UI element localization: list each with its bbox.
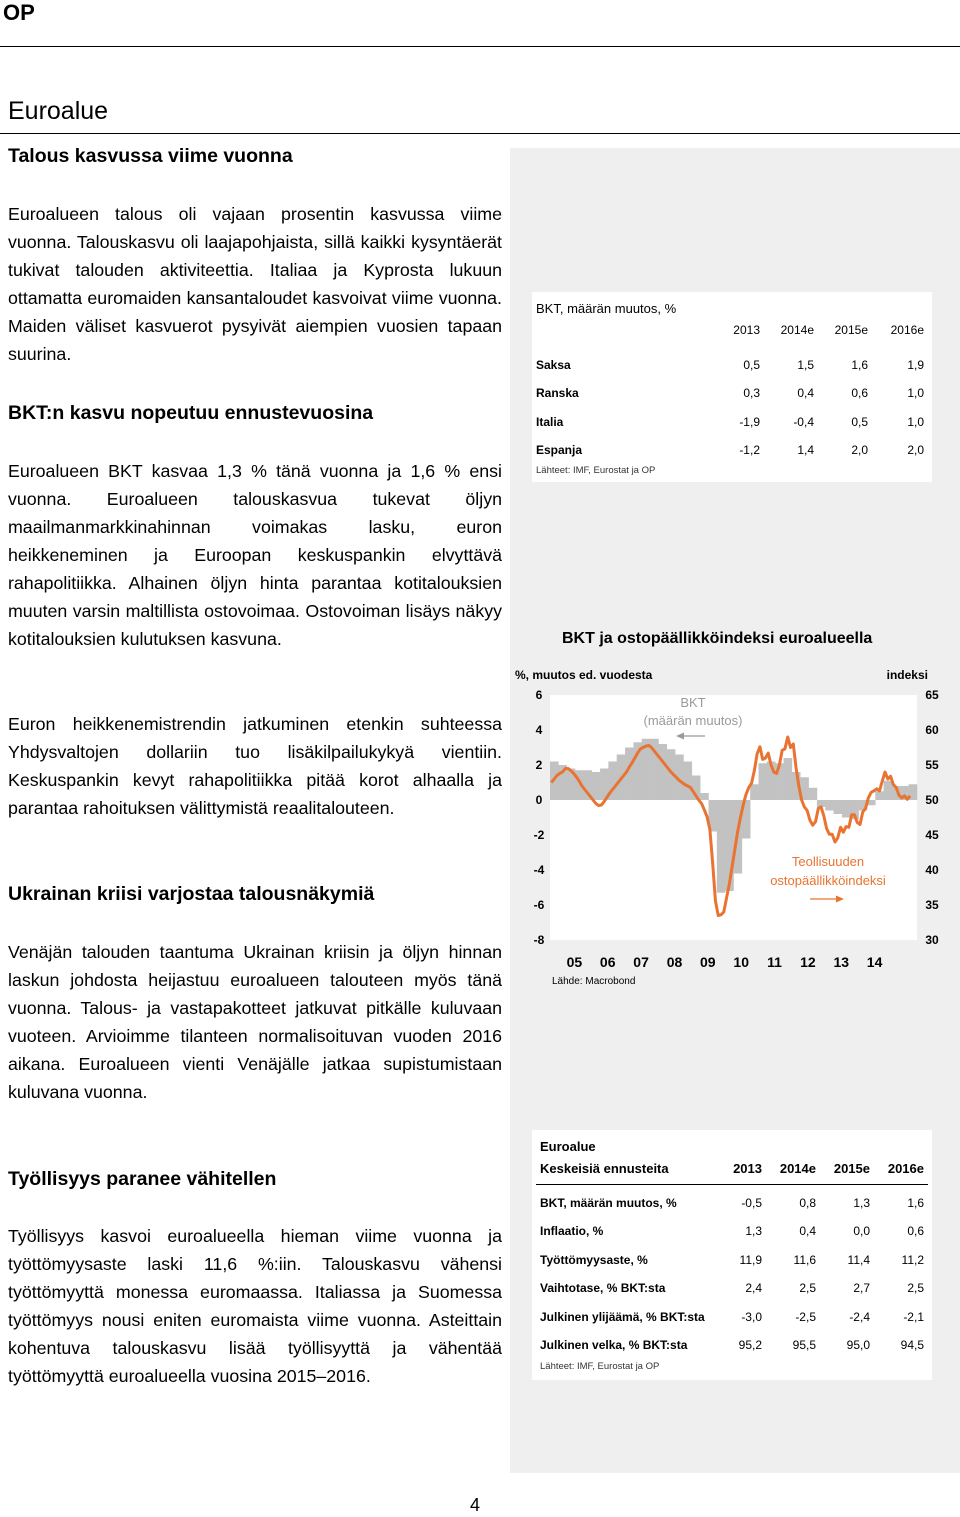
gdp-bar bbox=[842, 800, 851, 818]
forecast-row-value: 0,4 bbox=[799, 1224, 816, 1238]
gdp-bar bbox=[717, 800, 726, 893]
forecast-row-label: Julkinen velka, % BKT:sta bbox=[540, 1338, 688, 1352]
forecast-header-rule bbox=[536, 1184, 928, 1185]
heading-ukraine: Ukrainan kriisi varjostaa talousnäkymiä bbox=[8, 883, 375, 905]
left-axis-tick: -6 bbox=[533, 898, 545, 912]
gdp-bar bbox=[700, 793, 709, 800]
forecast-row-value: 2,4 bbox=[745, 1281, 762, 1295]
chart-right-axis-title: indeksi bbox=[886, 668, 928, 682]
left-axis-tick: -2 bbox=[533, 828, 545, 842]
gdp-table-col-2013: 2013 bbox=[733, 323, 760, 337]
right-axis-tick: 35 bbox=[925, 898, 939, 912]
forecast-col-2016e: 2016e bbox=[887, 1161, 924, 1176]
gdp-bar bbox=[784, 758, 793, 800]
gdp-table-title: BKT, määrän muutos, % bbox=[536, 301, 677, 316]
forecast-col-2013: 2013 bbox=[733, 1161, 762, 1176]
right-axis-tick: 30 bbox=[925, 933, 939, 947]
forecast-row-label: Julkinen ylijäämä, % BKT:sta bbox=[540, 1310, 705, 1324]
forecast-row-value: -0,5 bbox=[741, 1196, 762, 1210]
gdp-row-label: Italia bbox=[536, 415, 564, 429]
gdp-bar bbox=[759, 763, 768, 800]
right-axis-tick: 65 bbox=[925, 688, 939, 702]
forecast-table bbox=[532, 1130, 932, 1380]
heading-gdp-forecast: BKT:n kasvu nopeutuu ennustevuosina bbox=[8, 402, 374, 424]
paragraph-gdp-forecast-2: Euron heikkenemistrendin jatkuminen etenkin suhteessa Yhdysvaltojen dollariin tuo lisäkilpailukykyä vientiin. Keskuspankin kevyt rahapolitiikka pitää korot alhaalla ja parantaa rahoituksen välittymistä reaalitalouteen. bbox=[8, 714, 502, 818]
gdp-row-value: 0,5 bbox=[851, 415, 868, 429]
left-axis-tick: 0 bbox=[535, 793, 543, 807]
gdp-table bbox=[532, 292, 932, 482]
gdp-bar bbox=[683, 762, 692, 801]
gdp-bar bbox=[658, 744, 667, 800]
gdp-row-label: Espanja bbox=[536, 443, 583, 457]
gdp-table-col-2016e: 2016e bbox=[890, 323, 924, 337]
gdp-row-value: 0,5 bbox=[743, 358, 760, 372]
paragraph-employment: Työllisyys kasvoi euroalueella hieman viime vuonna ja työttömyysaste laski 11,6 %:iin. Talouskasvu vähensi työttömyyttä monessa euromaassa. Italiassa ja Suomessa työttömyys nousi eniten euromaista viime vuonna. Asteittain kohentuva talouskasvu lisää työllisyyttä ja vähentää työttömyyttä euroalueella vuosina 2015–2016. bbox=[8, 1226, 502, 1386]
gdp-row-label: Saksa bbox=[536, 358, 571, 372]
forecast-table-source: Lähteet: IMF, Eurostat ja OP bbox=[540, 1361, 660, 1372]
brand-logo: OP bbox=[3, 0, 35, 25]
paragraph-gdp-forecast-1: Euroalueen BKT kasvaa 1,3 % tänä vuonna ja 1,6 % ensi vuonna. Euroalueen talouskasvua tukevat öljyn maailmanmarkkinahinnan voimakas lasku, euron heikkeneminen ja Euroopan keskuspankin elvyttävä rahapolitiikka. Alhainen öljyn hinta parantaa kotitalouksien muuten varsin maltillista ostovoimaa. Ostovoiman lisäys näkyy kotitalouksien kulutuksen kasvuna. bbox=[8, 461, 502, 649]
gdp-table-source: Lähteet: IMF, Eurostat ja OP bbox=[536, 465, 656, 476]
gdp-row-label: Ranska bbox=[536, 386, 579, 400]
x-axis-tick: 12 bbox=[800, 954, 816, 970]
left-axis-tick: 6 bbox=[535, 688, 543, 702]
gdp-row-value: 0,4 bbox=[797, 386, 814, 400]
bkt-series-label: BKT bbox=[680, 695, 706, 710]
forecast-row-value: 94,5 bbox=[900, 1338, 924, 1352]
gdp-row-value: 1,4 bbox=[797, 443, 814, 457]
forecast-col-2014e: 2014e bbox=[779, 1161, 816, 1176]
gdp-bar bbox=[809, 788, 818, 800]
gdp-pmi-chart bbox=[510, 660, 960, 1000]
forecast-row-value: 95,2 bbox=[738, 1338, 762, 1352]
forecast-row-value: 11,9 bbox=[739, 1253, 762, 1267]
forecast-row-value: -3,0 bbox=[741, 1310, 762, 1324]
gdp-table-col-2015e: 2015e bbox=[834, 323, 868, 337]
gdp-row-value: 1,0 bbox=[907, 415, 924, 429]
forecast-row-value: 95,0 bbox=[846, 1338, 870, 1352]
x-axis-tick: 10 bbox=[733, 954, 749, 970]
forecast-row-value: 0,8 bbox=[799, 1196, 816, 1210]
gdp-row-value: 0,6 bbox=[851, 386, 868, 400]
chart-left-axis-title: %, muutos ed. vuodesta bbox=[515, 668, 653, 682]
gdp-row-value: -0,4 bbox=[793, 415, 814, 429]
x-axis-tick: 11 bbox=[767, 954, 782, 970]
gdp-row-value: -1,2 bbox=[739, 443, 760, 457]
gdp-bar bbox=[592, 772, 601, 800]
forecast-row-value: 1,3 bbox=[853, 1196, 870, 1210]
forecast-row-value: 11,2 bbox=[901, 1253, 924, 1267]
pmi-series-sublabel: ostopäällikköindeksi bbox=[770, 873, 886, 888]
forecast-row-value: 1,3 bbox=[745, 1224, 762, 1238]
gdp-bar bbox=[825, 800, 834, 811]
gdp-row-value: 1,9 bbox=[907, 358, 924, 372]
left-axis-tick: 2 bbox=[535, 758, 543, 772]
gdp-row-value: 1,0 bbox=[907, 386, 924, 400]
right-axis-tick: 40 bbox=[925, 863, 939, 877]
forecast-row-value: -2,4 bbox=[849, 1310, 870, 1324]
forecast-row-label: BKT, määrän muutos, % bbox=[540, 1196, 677, 1210]
forecast-row-value: 2,5 bbox=[907, 1281, 924, 1295]
forecast-table-title: Euroalue bbox=[540, 1139, 596, 1154]
forecast-table-subtitle: Keskeisiä ennusteita bbox=[540, 1161, 669, 1176]
bkt-series-sublabel: (määrän muutos) bbox=[643, 713, 743, 728]
gdp-bar bbox=[750, 784, 759, 800]
forecast-row-value: 95,5 bbox=[792, 1338, 816, 1352]
forecast-col-2015e: 2015e bbox=[833, 1161, 870, 1176]
section-rule bbox=[0, 133, 960, 134]
gdp-bar bbox=[875, 791, 884, 800]
section-title: Euroalue bbox=[8, 97, 109, 125]
gdp-row-value: 1,5 bbox=[797, 358, 814, 372]
x-axis-tick: 06 bbox=[599, 954, 616, 970]
right-axis-tick: 55 bbox=[925, 758, 939, 772]
chart-title: BKT ja ostopäällikköindeksi euroalueella bbox=[562, 630, 873, 647]
forecast-row-value: 0,0 bbox=[853, 1224, 870, 1238]
x-axis-tick: 05 bbox=[566, 954, 583, 970]
heading-employment: Työllisyys paranee vähitellen bbox=[8, 1168, 277, 1190]
forecast-row-value: -2,5 bbox=[795, 1310, 816, 1324]
x-axis-tick: 13 bbox=[833, 954, 850, 970]
forecast-row-value: 0,6 bbox=[907, 1224, 924, 1238]
paragraph-growth: Euroalueen talous oli vajaan prosentin kasvussa viime vuonna. Talouskasvu oli laajapohjaista, sillä kaikki kysyntäerät tukivat talouden aktiviteettia. Italiaa ja Kyprosta lukuun ottamatta euromaiden kansantaloudet kasvoivat viime vuonna. Maiden väliset kasvuerot pysyivät aiempien vuosien tapaan suurina. bbox=[8, 204, 502, 364]
left-axis-tick: 4 bbox=[535, 723, 543, 737]
x-axis-tick: 08 bbox=[666, 954, 683, 970]
x-axis-tick: 09 bbox=[700, 954, 716, 970]
gdp-table-col-2014e: 2014e bbox=[780, 323, 814, 337]
paragraph-ukraine: Venäjän talouden taantuma Ukrainan kriisin ja öljyn hinnan laskun johdosta heijastuu euroalueen talouteen myös tänä vuonna. Talous- ja vastapakotteet jatkuvat pitkälle kuluvaan vuoteen. Arvioimme tilanteen normalisoituvan vuoden 2016 aikana. Euroalueen vienti Venäjälle jatkaa supistumistaan kuluvana vuonna. bbox=[8, 942, 502, 1102]
x-axis-tick: 14 bbox=[866, 954, 883, 970]
forecast-row-value: 1,6 bbox=[907, 1196, 924, 1210]
gdp-row-value: 2,0 bbox=[907, 443, 924, 457]
left-axis-tick: -8 bbox=[533, 933, 545, 947]
gdp-row-value: 2,0 bbox=[851, 443, 868, 457]
left-axis-tick: -4 bbox=[533, 863, 545, 877]
heading-growth: Talous kasvussa viime vuonna bbox=[8, 145, 293, 167]
forecast-row-label: Työttömyysaste, % bbox=[540, 1253, 648, 1267]
right-axis-tick: 45 bbox=[925, 828, 939, 842]
forecast-row-label: Inflaatio, % bbox=[540, 1224, 604, 1238]
chart-source: Lähde: Macrobond bbox=[552, 976, 636, 987]
page-number: 4 bbox=[470, 1495, 481, 1515]
gdp-row-value: 0,3 bbox=[743, 386, 760, 400]
forecast-row-label: Vaihtotase, % BKT:sta bbox=[540, 1281, 666, 1295]
forecast-row-value: 2,5 bbox=[799, 1281, 816, 1295]
right-axis-tick: 50 bbox=[925, 793, 939, 807]
gdp-row-value: -1,9 bbox=[739, 415, 760, 429]
forecast-row-value: 11,6 bbox=[793, 1253, 816, 1267]
gdp-row-value: 1,6 bbox=[851, 358, 868, 372]
x-axis-tick: 07 bbox=[633, 954, 649, 970]
forecast-row-value: 2,7 bbox=[853, 1281, 870, 1295]
pmi-series-label: Teollisuuden bbox=[791, 854, 865, 869]
gdp-bar bbox=[834, 800, 843, 814]
gdp-bar bbox=[884, 781, 893, 800]
header-rule bbox=[0, 46, 960, 47]
forecast-row-value: -2,1 bbox=[903, 1310, 924, 1324]
forecast-row-value: 11,4 bbox=[847, 1253, 870, 1267]
right-axis-tick: 60 bbox=[925, 723, 939, 737]
